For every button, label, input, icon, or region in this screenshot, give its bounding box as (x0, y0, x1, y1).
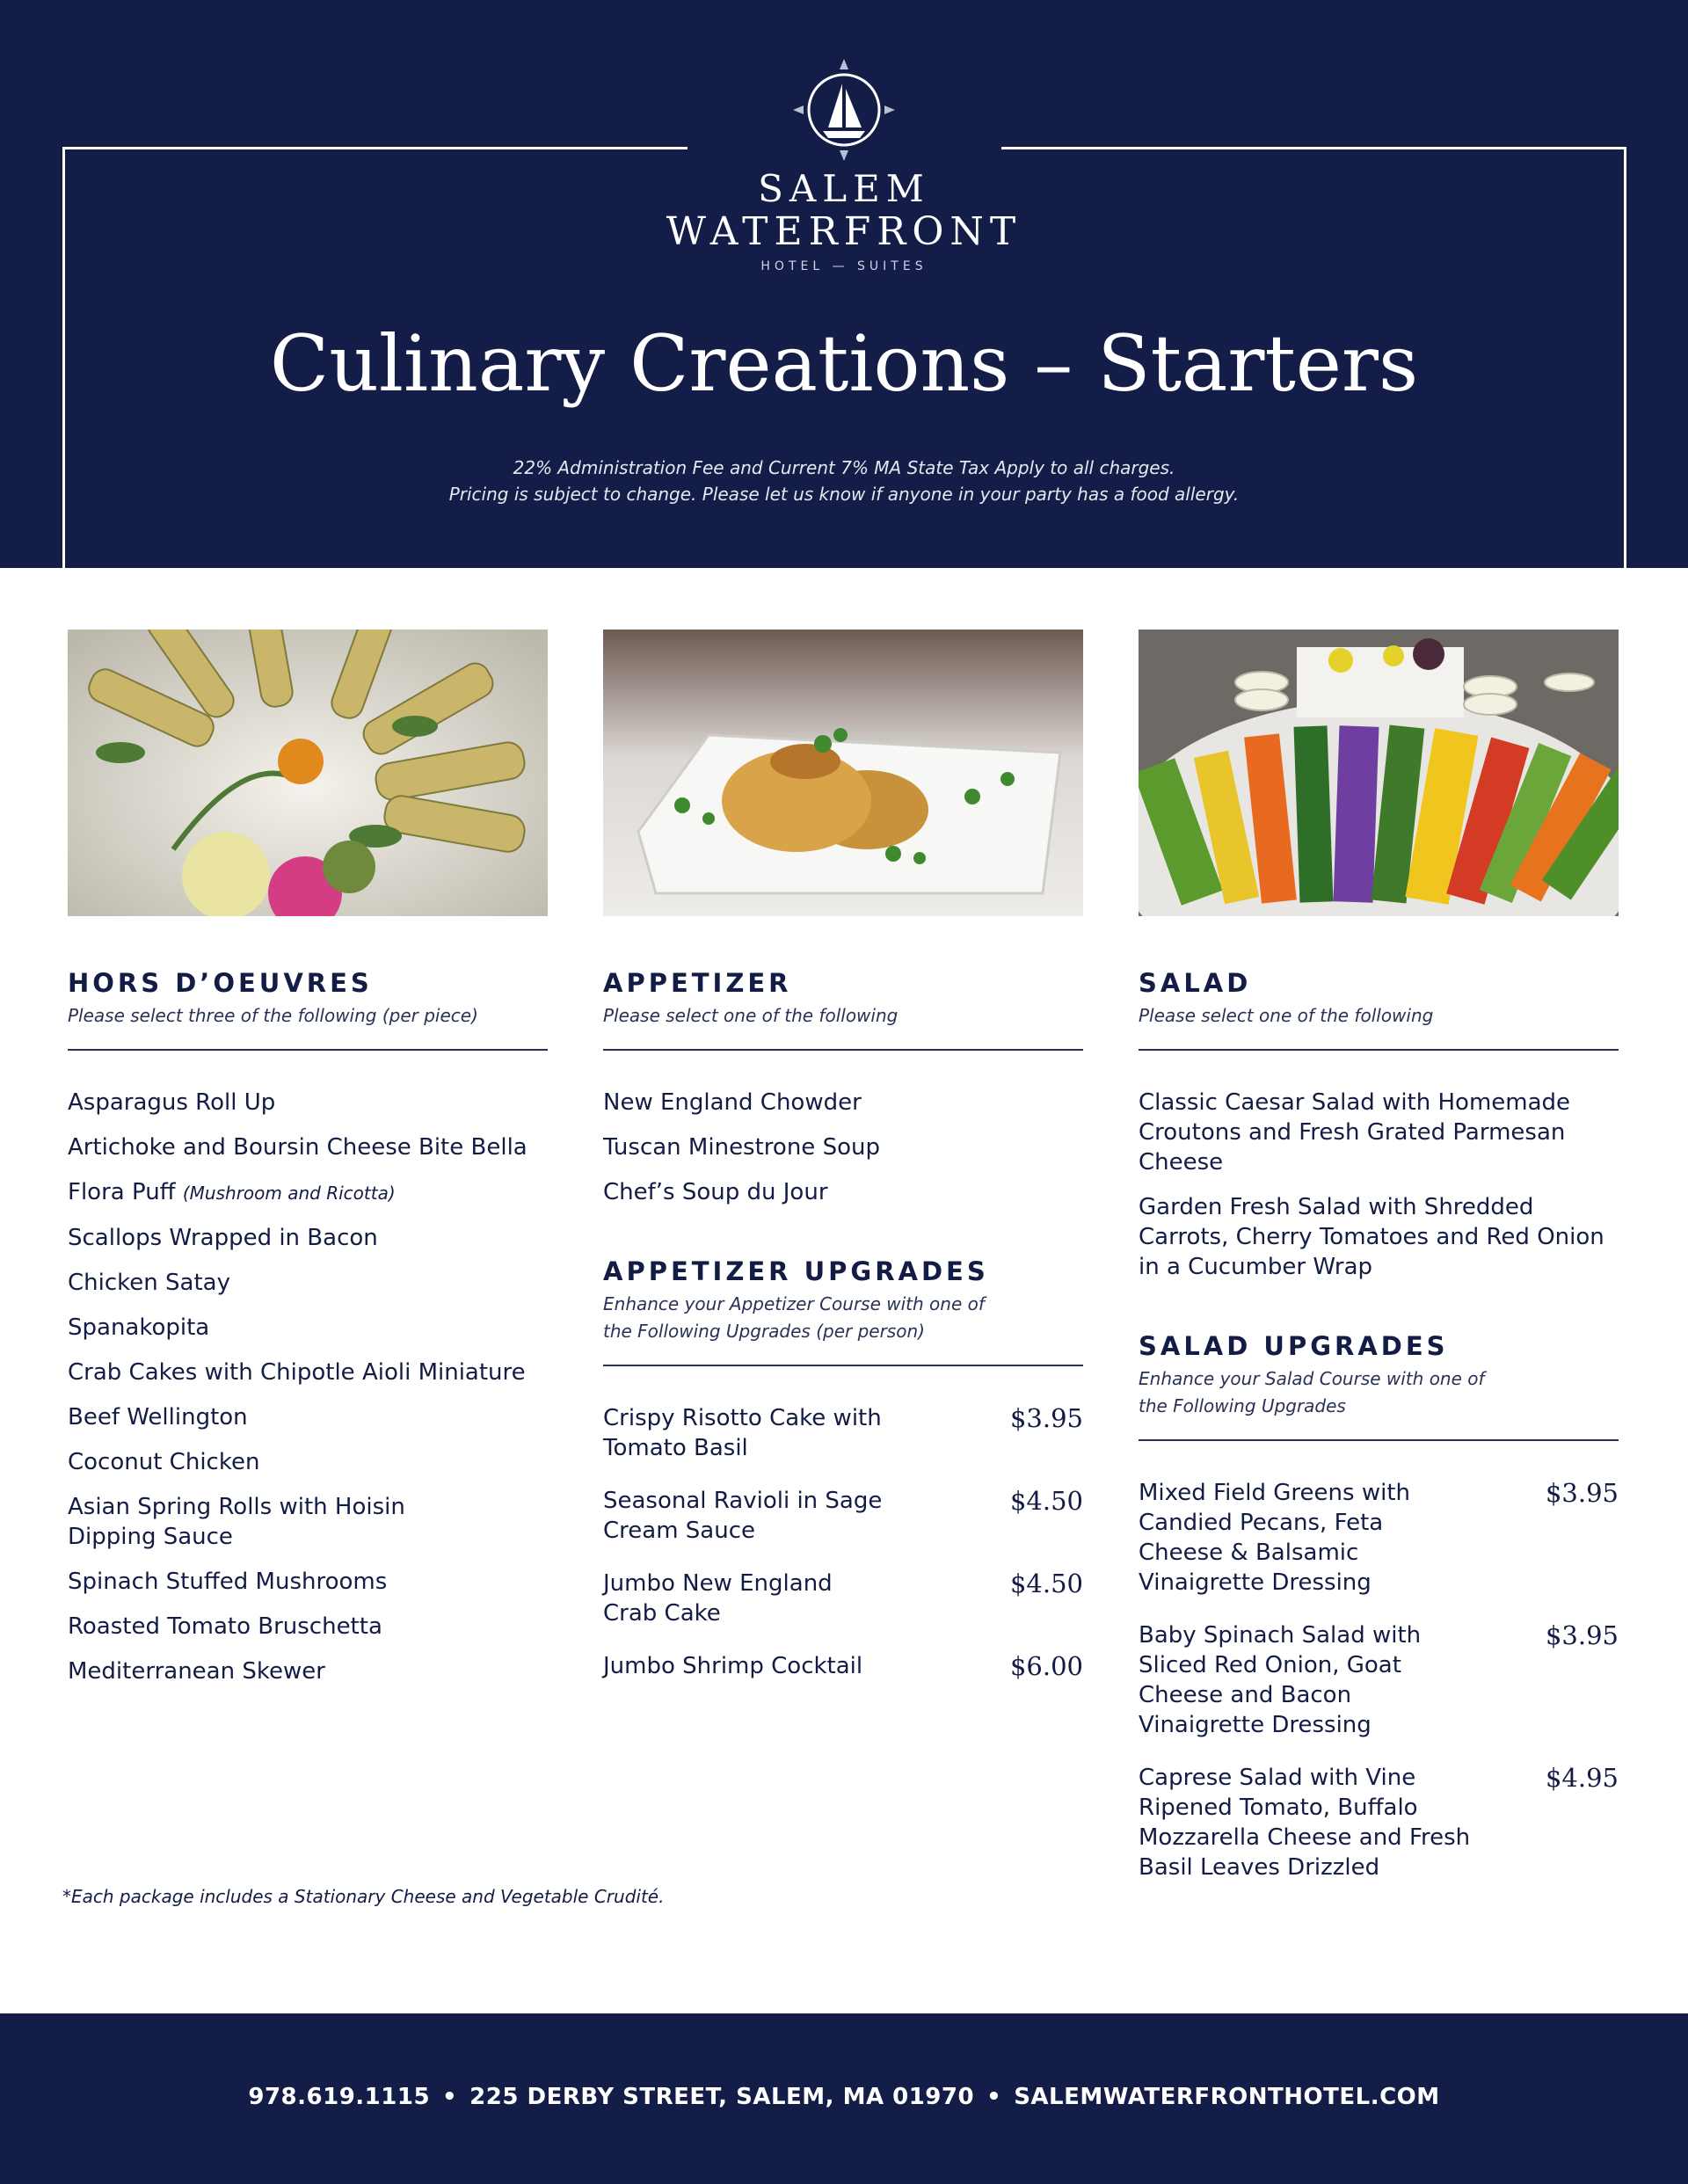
section-divider (603, 1365, 1083, 1366)
item-name: Jumbo New England Crab Cake (603, 1570, 833, 1627)
item-name: Seasonal Ravioli in Sage Cream Sauce (603, 1488, 883, 1544)
list-item: Crab Cakes with Chipotle Aioli Miniature (68, 1359, 526, 1386)
brand-name-line2: WATERFRONT (666, 209, 1022, 254)
price-item (603, 1403, 1083, 1463)
item-price: $6.00 (1009, 1651, 1083, 1681)
list-item: Garden Fresh Salad with Shredded Carrots, Cherry Tomatoes and Red Onion in a Cucumber Wrap (1139, 1194, 1604, 1280)
fee-note: 22% Administration Fee and Current 7% MA State Tax Apply to all charges. (513, 457, 1175, 478)
list-item: New England Chowder (603, 1089, 862, 1116)
salad-upgrades-title: SALAD UPGRADES (1139, 1331, 1449, 1361)
item-name: Caprese Salad with Vine Ripened Tomato, Buffalo Mozzarella Cheese and Fresh Basil Leaves Drizzled (1139, 1765, 1471, 1881)
list-item: Classic Caesar Salad with Homemade Croutons and Fresh Grated Parmesan Cheese (1139, 1089, 1571, 1176)
section-divider (68, 1049, 548, 1051)
list-item: Chef’s Soup du Jour (603, 1179, 828, 1205)
sailboat-compass-logo-icon (791, 57, 897, 163)
list-item: Roasted Tomato Bruschetta (68, 1613, 382, 1640)
brand-subtitle: HOTEL — SUITES (760, 259, 928, 273)
hors-doeuvres-list (68, 1088, 548, 1686)
list-item: Coconut Chicken (68, 1449, 260, 1475)
price-item (603, 1569, 1083, 1628)
section-divider (1139, 1049, 1619, 1051)
salad-list (1139, 1088, 1619, 1282)
item-name: Crispy Risotto Cake with Tomato Basil (603, 1405, 882, 1461)
hors-doeuvres-title: HORS D’OEUVRES (68, 968, 373, 998)
item-price: $3.95 (1545, 1478, 1619, 1508)
item-price: $4.50 (1009, 1486, 1083, 1516)
item-name: Mixed Field Greens with Candied Pecans, Feta Cheese & Balsamic Vinaigrette Dressing (1139, 1480, 1410, 1596)
frame-line-top-left (62, 147, 688, 149)
footer-phone: 978.619.1115 (248, 2084, 431, 2110)
list-item: Spinach Stuffed Mushrooms (68, 1569, 388, 1595)
hors-doeuvres-section (68, 967, 548, 1701)
footer-separator: • (986, 2084, 1002, 2110)
list-item: Spanakopita (68, 1314, 210, 1341)
header-banner (0, 0, 1688, 568)
price-item (1139, 1478, 1619, 1598)
vegetable-crudite-photo (1139, 630, 1619, 916)
list-item: Flora Puff (Mushroom and Ricotta) (68, 1179, 396, 1205)
list-item: Asparagus Roll Up (68, 1089, 276, 1116)
list-item: Mediterranean Skewer (68, 1658, 325, 1685)
appetizer-list (603, 1088, 1083, 1207)
footer-separator: • (442, 2084, 458, 2110)
hors-doeuvres-subtitle: Please select three of the following (per piece) (68, 1005, 478, 1026)
list-item: Beef Wellington (68, 1404, 248, 1431)
salad-section (1139, 967, 1619, 1905)
list-item: Tuscan Minestrone Soup (603, 1134, 880, 1161)
list-item: Artichoke and Boursin Cheese Bite Bella (68, 1134, 528, 1161)
item-name: Jumbo Shrimp Cocktail (603, 1653, 863, 1679)
frame-line-top-right (1001, 147, 1626, 149)
appetizer-upgrades-section (603, 1256, 1083, 1681)
footer-address: 225 DERBY STREET, SALEM, MA 01970 (469, 2084, 975, 2110)
item-price: $4.50 (1009, 1569, 1083, 1598)
item-price: $3.95 (1545, 1620, 1619, 1650)
salad-upgrades-list (1139, 1478, 1619, 1882)
page-title: Culinary Creations – Starters (269, 318, 1419, 409)
pricing-note: Pricing is subject to change. Please let us know if anyone in your party has a food allergy. (448, 484, 1240, 505)
list-item: Scallops Wrapped in Bacon (68, 1225, 378, 1251)
appetizer-upgrades-title: APPETIZER UPGRADES (603, 1256, 989, 1286)
appetizer-title: APPETIZER (603, 968, 792, 998)
brand-name-line1: SALEM (758, 167, 930, 210)
price-item (603, 1486, 1083, 1546)
crab-cake-photo (603, 630, 1083, 916)
item-name: Baby Spinach Salad with Sliced Red Onion, Goat Cheese and Bacon Vinaigrette Dressing (1139, 1622, 1422, 1738)
price-item (1139, 1620, 1619, 1740)
price-item (1139, 1763, 1619, 1882)
footer-website: SALEMWATERFRONTHOTEL.COM (1014, 2084, 1440, 2110)
footer-bar (0, 2013, 1688, 2184)
salad-subtitle: Please select one of the following (1139, 1005, 1434, 1026)
package-footnote: *Each package includes a Stationary Cheese and Vegetable Crudité. (62, 1886, 665, 1907)
list-item: Asian Spring Rolls with Hoisin Dipping Sauce (68, 1494, 405, 1550)
section-divider (603, 1049, 1083, 1051)
item-price: $4.95 (1545, 1763, 1619, 1793)
asparagus-rollup-photo (68, 630, 548, 916)
section-divider (1139, 1439, 1619, 1441)
item-price: $3.95 (1009, 1403, 1083, 1433)
salad-title: SALAD (1139, 968, 1252, 998)
flora-puff-note: (Mushroom and Ricotta) (182, 1183, 396, 1204)
appetizer-section (603, 967, 1083, 1704)
price-item (603, 1651, 1083, 1681)
footer-contact (0, 2084, 1688, 2110)
appetizer-subtitle: Please select one of the following (603, 1005, 899, 1026)
appetizer-upgrades-list (603, 1403, 1083, 1681)
salad-upgrades-section (1139, 1330, 1619, 1882)
salad-upgrades-subtitle: Enhance your Salad Course with one of the Following Upgrades (1139, 1368, 1485, 1416)
appetizer-upgrades-subtitle: Enhance your Appetizer Course with one of the Following Upgrades (per person) (603, 1293, 985, 1342)
list-item: Chicken Satay (68, 1270, 230, 1296)
